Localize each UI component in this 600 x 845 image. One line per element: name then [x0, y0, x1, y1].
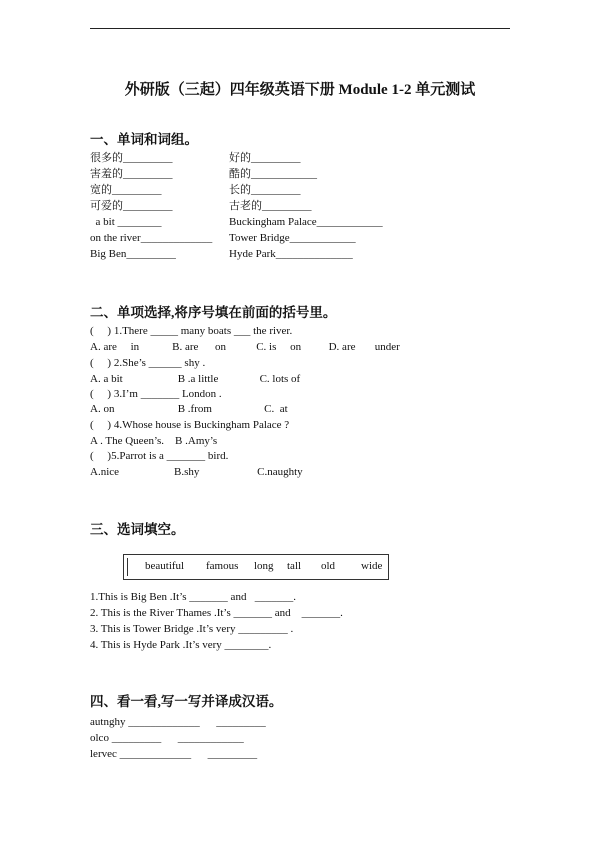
s1-left-5: a bit ________ [90, 216, 162, 228]
s4-line-2: olco _________ ____________ [90, 732, 244, 744]
s2-line-7: ( ) 4.Whose house is Buckingham Palace ? [90, 419, 290, 431]
page-title: 外研版（三起）四年级英语下册 Module 1-2 单元测试 [124, 82, 476, 98]
s1-right-4: 古老的_________ [229, 200, 312, 212]
s2-line-10: A.nice B.shy C.naughty [90, 466, 303, 478]
s2-line-8: A . The Queen’s. B .Amy’s [90, 435, 218, 447]
s1-right-3: 长的_________ [229, 184, 301, 196]
s1-right-7: Hyde Park______________ [229, 248, 353, 260]
s1-left-6: on the river_____________ [90, 232, 213, 244]
s3-line-4: 4. This is Hyde Park .It’s very ________. [90, 639, 272, 651]
word-bank-item: long [254, 560, 274, 572]
s1-right-5: Buckingham Palace____________ [229, 216, 383, 228]
word-bank-item: tall [287, 560, 302, 572]
s4-line-3: lervec _____________ _________ [90, 748, 258, 760]
s2-line-1: ( ) 1.There _____ many boats ___ the river. [90, 325, 293, 337]
s1-left-2: 害羞的_________ [90, 168, 173, 180]
word-bank-item: beautiful [145, 560, 185, 572]
s2-line-9: ( )5.Parrot is a _______ bird. [90, 450, 229, 462]
s1-left-4: 可爱的_________ [90, 200, 173, 212]
s1-right-1: 好的_________ [229, 152, 301, 164]
s2-line-3: ( ) 2.She’s ______ shy . [90, 357, 206, 369]
s2-line-6: A. on B .from C. at [90, 403, 288, 415]
word-bank-item: wide [361, 560, 383, 572]
s3-line-2: 2. This is the River Thames .It’s _______ and _______. [90, 607, 343, 619]
section-2-heading: 二、单项选择,将序号填在前面的括号里。 [90, 305, 337, 320]
s1-right-6: Tower Bridge____________ [229, 232, 356, 244]
s2-line-5: ( ) 3.I’m _______ London . [90, 388, 222, 400]
s1-left-3: 宽的_________ [90, 184, 162, 196]
s2-line-2: A. are in B. are on C. is on D. are under [90, 341, 400, 353]
word-bank-item: famous [206, 560, 239, 572]
top-rule [90, 28, 510, 29]
s1-right-2: 酷的____________ [229, 168, 317, 180]
s2-line-4: A. a bit B .a little C. lots of [90, 373, 301, 385]
s1-left-1: 很多的_________ [90, 152, 173, 164]
s1-left-7: Big Ben_________ [90, 248, 176, 260]
section-3-heading: 三、选词填空。 [90, 522, 185, 537]
s3-line-3: 3. This is Tower Bridge .It’s very _________ . [90, 623, 294, 635]
s3-line-1: 1.This is Big Ben .It’s _______ and _______. [90, 591, 296, 603]
word-bank-item: old [321, 560, 336, 572]
s4-line-1: autnghy _____________ _________ [90, 716, 266, 728]
section-4-heading: 四、看一看,写一写并译成汉语。 [90, 694, 283, 709]
section-1-heading: 一、单词和词组。 [90, 132, 198, 147]
